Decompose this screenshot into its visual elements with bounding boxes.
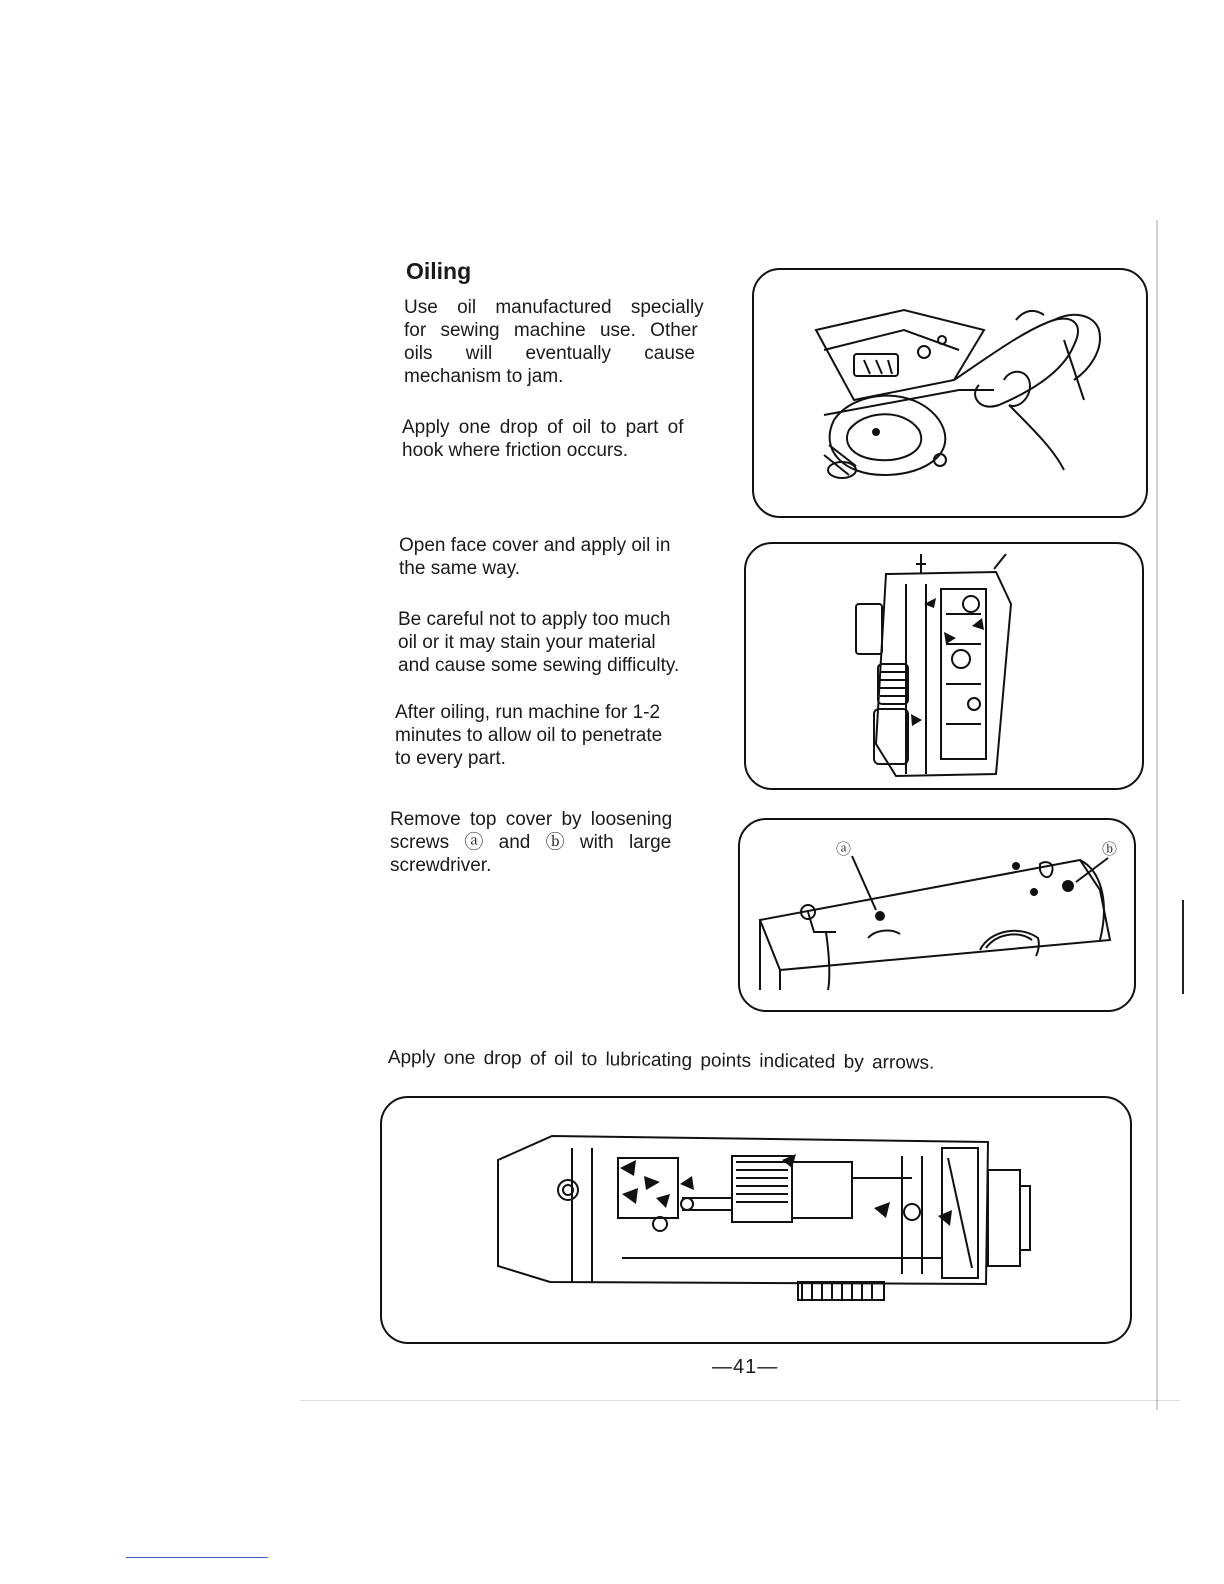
text-line: Remove top cover by loosening <box>390 809 673 830</box>
text-line: for sewing machine use. Other <box>404 320 698 341</box>
text-line: After oiling, run machine for 1-2 <box>395 702 661 723</box>
figure-hook-oiling <box>752 268 1148 518</box>
text-line: mechanism to jam. <box>404 366 564 387</box>
screw-a-marker: ⓐ <box>836 840 852 858</box>
scan-edge-mark <box>1182 900 1184 994</box>
bottom-blue-line <box>126 1557 268 1558</box>
paragraph-caution <box>398 608 698 677</box>
text-line: and cause some sewing difficulty. <box>398 655 680 676</box>
text-line: Be careful not to apply too much <box>398 609 671 630</box>
paragraph-hook-oil <box>402 416 702 462</box>
paragraph-oil-type <box>404 296 704 388</box>
section-title: Oiling <box>406 258 472 284</box>
face-cover-illustration <box>746 544 1142 788</box>
text-line: Apply one drop of oil to part of <box>402 417 684 438</box>
text-line: hook where friction occurs. <box>402 440 628 461</box>
paragraph-top-cover <box>390 808 690 877</box>
text-line: screwdriver. <box>390 855 492 876</box>
lubrication-points-illustration <box>382 1098 1130 1342</box>
paragraph-face-cover <box>399 534 699 580</box>
text-line: Open face cover and apply oil in <box>399 535 671 556</box>
paragraph-run-machine <box>395 701 695 770</box>
page-number: —41— <box>712 1356 779 1378</box>
figure-top-cover <box>738 818 1136 1012</box>
scan-edge-line <box>1156 220 1158 1410</box>
hook-oiling-illustration <box>754 270 1146 516</box>
figure-lubrication-points <box>380 1096 1132 1344</box>
text-line: screws ⓐ and ⓑ with large <box>390 832 672 853</box>
text-line: oil or it may stain your material <box>398 632 656 653</box>
text-line: oils will eventually cause <box>404 343 695 364</box>
text-line: minutes to allow oil to penetrate <box>395 725 663 746</box>
figure-face-cover <box>744 542 1144 790</box>
scan-bottom-line <box>300 1400 1180 1401</box>
text-line: to every part. <box>395 748 506 769</box>
text-line: the same way. <box>399 558 521 579</box>
text-line: Use oil manufactured specially <box>404 297 704 318</box>
screw-b-marker: ⓑ <box>1102 840 1118 858</box>
top-cover-illustration <box>740 820 1134 1010</box>
paragraph-lubrication-points: Apply one drop of oil to lubricating points indicated by arrows. <box>387 1047 935 1074</box>
